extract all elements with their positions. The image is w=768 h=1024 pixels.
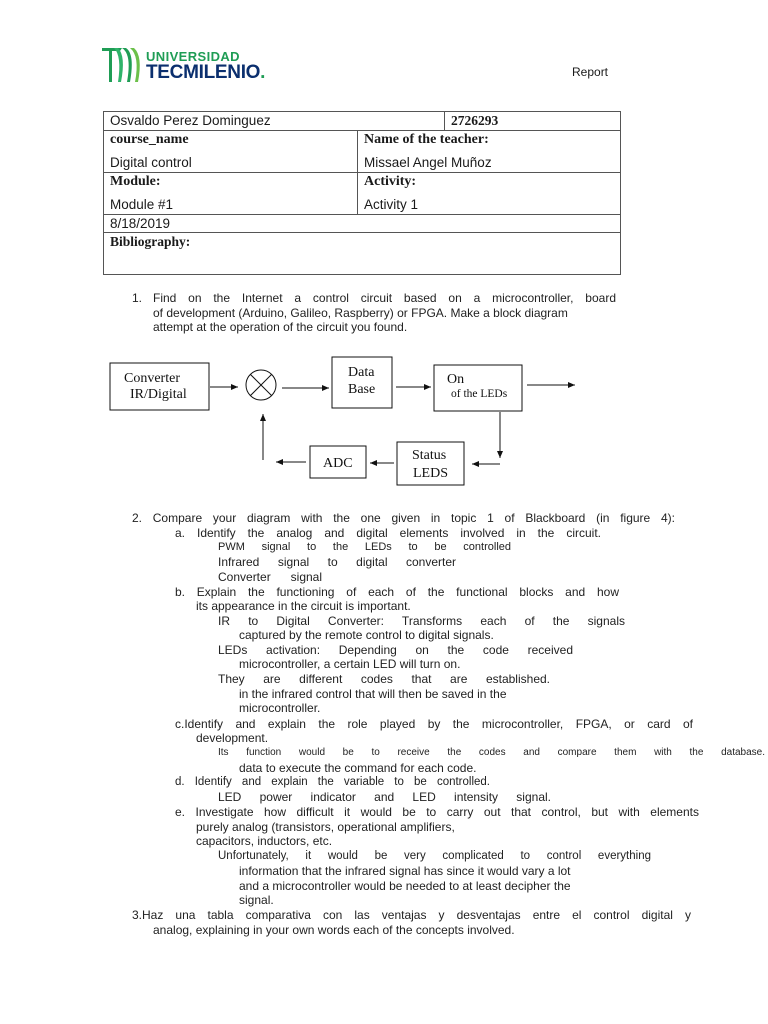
status-line2: LEDS bbox=[413, 466, 448, 481]
q2-d-line: d. Identify and explain the variable to be controlled. bbox=[175, 776, 490, 788]
q2-b-sub3-l2: in the infrared control that will then be saved in the bbox=[239, 687, 507, 701]
status-line1: Status bbox=[412, 448, 447, 463]
q2-c-line1: c.Identify and explain the role played by the microcontroller, FPGA, or card of bbox=[175, 717, 693, 731]
date: 8/18/2019 bbox=[104, 215, 621, 233]
adc-label: ADC bbox=[323, 456, 353, 471]
on-line2: of the LEDs bbox=[451, 388, 508, 400]
q2-e-sub1-l3: and a microcontroller would be needed to at least decipher the bbox=[239, 879, 571, 893]
q1-line1: Find on the Internet a control circuit based on a microcontroller, board bbox=[153, 291, 616, 305]
q1-number: 1. bbox=[132, 291, 143, 305]
converter-line2: IR/Digital bbox=[130, 387, 187, 402]
q1-line2: of development (Arduino, Galileo, Raspberry) or FPGA. Make a block diagram bbox=[153, 305, 568, 320]
logo-line2 bbox=[146, 62, 265, 84]
bibliography-label: Bibliography: bbox=[104, 233, 621, 275]
module-value: Module #1 bbox=[110, 197, 174, 212]
student-name: Osvaldo Perez Dominguez bbox=[104, 112, 445, 131]
q2-c-sub1-l1: Its function would be to receive the codes and compare them with the database. bbox=[218, 747, 765, 758]
teacher-cell bbox=[358, 131, 621, 173]
q2-b-sub1-l1: IR to Digital Converter: Transforms each of the signals bbox=[218, 614, 625, 628]
summing-junction-icon bbox=[246, 370, 276, 400]
q2-c-line2: development. bbox=[196, 731, 269, 745]
q2-e-sub1-l1: Unfortunately, it would be very complicated to control everything bbox=[218, 850, 651, 862]
course-label: course_name bbox=[110, 132, 189, 147]
q2-e-line1: e. Investigate how difficult it would be to carry out that control, but with elements bbox=[175, 805, 699, 819]
activity-label: Activity: bbox=[364, 174, 417, 189]
teacher-label: Name of the teacher: bbox=[364, 132, 489, 147]
q2-e-line3: capacitors, inductors, etc. bbox=[196, 834, 333, 848]
student-id: 2726293 bbox=[445, 112, 621, 131]
course-value: Digital control bbox=[110, 155, 192, 170]
info-table bbox=[103, 111, 621, 275]
logo-line1: UNIVERSIDAD bbox=[146, 49, 240, 64]
q2-intro: 2. Compare your diagram with the one given in topic 1 of Blackboard (in figure 4): bbox=[132, 511, 675, 525]
q2-a-sub2: Infrared signal to digital converter bbox=[218, 555, 456, 569]
q2-a-sub1: PWM signal to the LEDs to be controlled bbox=[218, 541, 511, 553]
q2-a-line: a. Identify the analog and digital elements involved in the circuit. bbox=[175, 526, 601, 540]
q1-line3: attempt at the operation of the circuit you found. bbox=[153, 320, 408, 334]
converter-line1: Converter bbox=[124, 371, 180, 386]
activity-cell bbox=[358, 173, 621, 215]
q2-b-sub2-l1: LEDs activation: Depending on the code received bbox=[218, 643, 573, 657]
university-logo bbox=[100, 44, 146, 84]
q2-e-sub1-l2: information that the infrared signal has since it would vary a lot bbox=[239, 864, 571, 878]
on-line1: On bbox=[447, 372, 465, 387]
q2-b-sub1-l2: captured by the remote control to digital signals. bbox=[239, 628, 494, 642]
activity-value: Activity 1 bbox=[364, 197, 419, 212]
q3-line2: analog, explaining in your own words each of the concepts involved. bbox=[153, 923, 515, 937]
q2-b-line2: its appearance in the circuit is important. bbox=[196, 599, 411, 613]
q2-e-line2: purely analog (transistors, operational amplifiers, bbox=[196, 820, 455, 834]
q2-c-sub1-l2: data to execute the command for each code. bbox=[239, 761, 477, 775]
q2-b-sub3-l3: microcontroller. bbox=[239, 701, 321, 715]
q3-line1: 3.Haz una tabla comparativa con las ventajas y desventajas entre el control digital y bbox=[132, 908, 691, 922]
block-diagram bbox=[100, 350, 590, 495]
database-line2: Base bbox=[348, 382, 376, 397]
q2-d-sub1: LED power indicator and LED intensity signal. bbox=[218, 790, 551, 804]
module-cell bbox=[104, 173, 358, 215]
database-line1: Data bbox=[348, 365, 375, 380]
logo-name: TECMILENIO bbox=[146, 62, 261, 83]
q2-b-line1: b. Explain the functioning of each of the functional blocks and how bbox=[175, 585, 619, 599]
course-cell bbox=[104, 131, 358, 173]
logo-suffix: . bbox=[260, 62, 266, 83]
q2-a-sub3: Converter signal bbox=[218, 570, 322, 584]
module-label: Module: bbox=[110, 174, 161, 189]
report-label: Report bbox=[572, 65, 609, 79]
teacher-value: Missael Angel Muñoz bbox=[364, 155, 492, 170]
q2-b-sub3-l1: They are different codes that are established. bbox=[218, 672, 550, 686]
q2-b-sub2-l2: microcontroller, a certain LED will turn on. bbox=[239, 657, 461, 671]
q2-e-sub1-l4: signal. bbox=[239, 893, 274, 907]
